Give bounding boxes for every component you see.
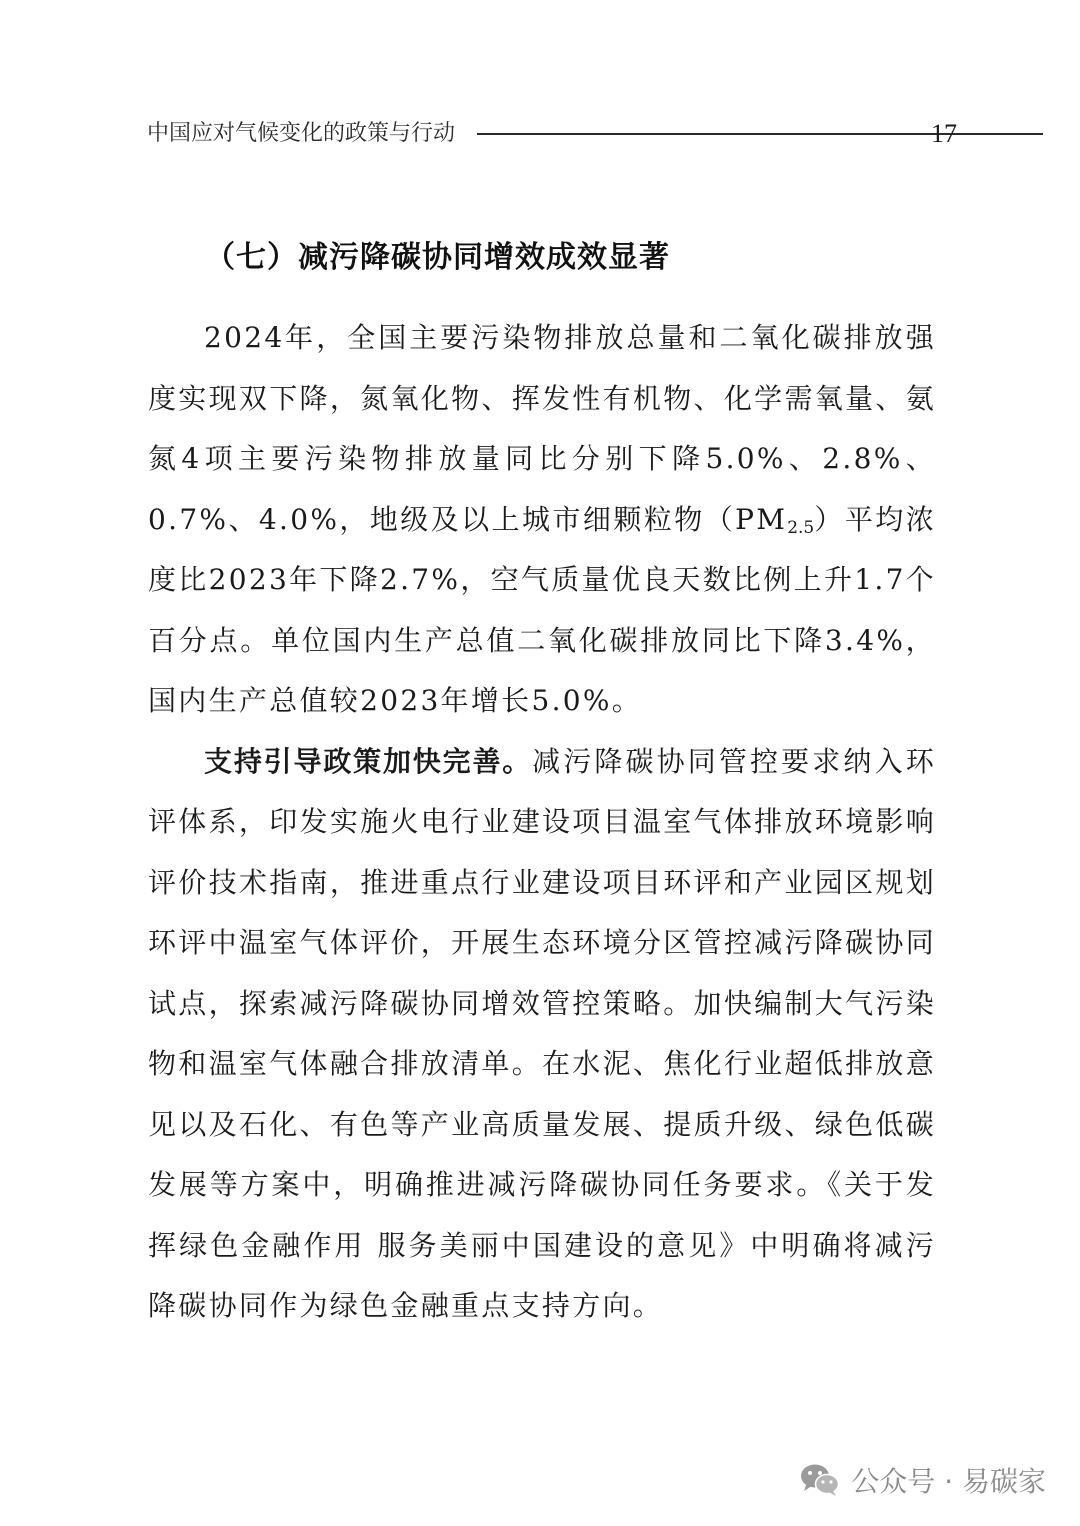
page-number: 17: [931, 119, 957, 148]
paragraph-emissions: [148, 308, 936, 732]
wechat-icon: [799, 1462, 841, 1498]
paragraph-emissions-text-a: 2024年，全国主要污染物排放总量和二氧化碳排放强度实现双下降，氮氧化物、挥发性有机物、化学需氧量、氨氮4项主要污染物排放量同比分别下降5.0%、2.8%、0.7%、4.0%，地级及以上城市细颗粒物（PM: [148, 321, 936, 536]
paragraph-emissions-text-b: ）平均浓度比2023年下降2.7%，空气质量优良天数比例上升1.7个百分点。单位国内生产总值二氧化碳排放同比下降3.4%，国内生产总值较2023年增长5.0%。: [148, 502, 937, 717]
header-title: 中国应对气候变化的政策与行动: [147, 121, 456, 146]
pm-subscript: 2.5: [787, 517, 815, 538]
paragraph-policy: [148, 732, 936, 1337]
body-text: [148, 308, 936, 1337]
paragraph-policy-lead: 支持引导政策加快完善。: [204, 744, 533, 778]
section-heading: （七）减污降碳协同增效成效显著: [205, 240, 670, 275]
paragraph-policy-text: 减污降碳协同管控要求纳入环评体系，印发实施火电行业建设项目温室气体排放环境影响评价技术指南，推进重点行业建设项目环评和产业园区规划环评中温室气体评价，开展生态环境分区管控减污降碳协同试点，探索减污降碳协同增效管控策略。加快编制大气污染物和温室气体融合排放清单。在水泥、焦化行业超低排放意见以及石化、有色等产业高质量发展、提质升级、绿色低碳发展等方案中，明确推进减污降碳协同任务要求。《关于发挥绿色金融作用 服务美丽中国建设的意见》中明确将减污降碳协同作为绿色金融重点支持方向。: [148, 744, 936, 1322]
watermark-text: 公众号 · 易碳家: [851, 1465, 1046, 1498]
watermark: [799, 1456, 1046, 1504]
running-header: [147, 116, 957, 152]
header-rule: [477, 133, 1043, 135]
